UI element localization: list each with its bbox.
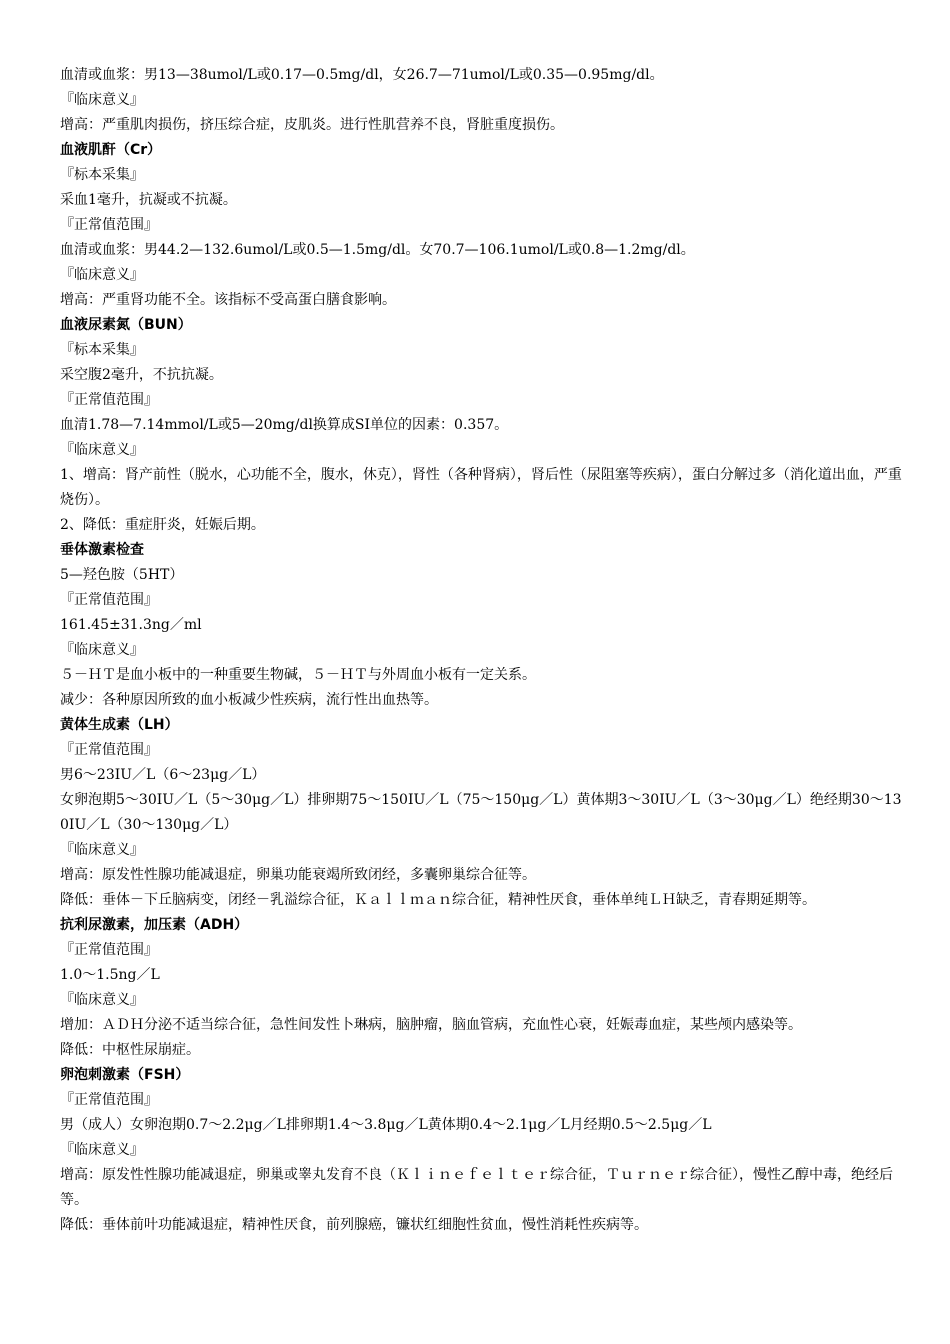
- section-heading: 血液尿素氮（BUN）: [60, 317, 192, 333]
- text-line: 增高：原发性性腺功能减退症，卵巢或睾丸发育不良（Ｋｌｉｎｅｆｅｌｔｅｒ综合征，Ｔｕｒｎｅｒ综合征），慢性乙醇中毒，绝经后等。: [60, 1167, 893, 1208]
- section-heading: 抗利尿激素，加压素（ADH）: [60, 917, 249, 933]
- text-line: ５－ＨＴ是血小板中的一种重要生物碱，５－ＨＴ与外周血小板有一定关系。: [60, 667, 536, 683]
- text-line: 增高：严重肾功能不全。该指标不受高蛋白膳食影响。: [60, 292, 396, 308]
- section-label: 『正常值范围』: [60, 392, 158, 408]
- text-line: 减少：各种原因所致的血小板减少性疾病，流行性出血热等。: [60, 692, 438, 708]
- section-label: 『标本采集』: [60, 342, 144, 358]
- text-line: 161.45±31.3ng／ml: [60, 617, 202, 633]
- section-label: 『正常值范围』: [60, 217, 158, 233]
- section-heading: 卵泡刺激素（FSH）: [60, 1067, 190, 1083]
- text-line: 增高：原发性性腺功能减退症，卵巢功能衰竭所致闭经，多囊卵巢综合征等。: [60, 867, 536, 883]
- section-label: 『临床意义』: [60, 642, 144, 658]
- text-line: 降低：垂体－下丘脑病变，闭经－乳溢综合征，Ｋａｌｌｍａｎ综合征，精神性厌食，垂体单纯ＬＨ缺乏，青春期延期等。: [60, 892, 816, 908]
- section-label: 『正常值范围』: [60, 1092, 158, 1108]
- text-line: 2、降低：重症肝炎，妊娠后期。: [60, 517, 265, 533]
- section-heading: 血液肌酐（Cr）: [60, 142, 162, 158]
- text-line: 男（成人）女卵泡期0.7～2.2μg／L排卵期1.4～3.8μg／L黄体期0.4～2.1μg／L月经期0.5～2.5μg／L: [60, 1117, 712, 1133]
- section-label: 『临床意义』: [60, 1142, 144, 1158]
- text-line: 男6～23IU／L（6～23μg／L）: [60, 767, 266, 783]
- section-label: 『临床意义』: [60, 442, 144, 458]
- text-line: 5—羟色胺（5HT）: [60, 567, 184, 583]
- text-line: 采空腹2毫升，不抗抗凝。: [60, 367, 223, 383]
- text-line: 血清或血浆：男44.2—132.6umol/L或0.5—1.5mg/dl。女70.7—106.1umol/L或0.8—1.2mg/dl。: [60, 242, 695, 258]
- section-label: 『临床意义』: [60, 92, 144, 108]
- text-line: 增加：ＡＤＨ分泌不适当综合征，急性间发性卜琳病，脑肿瘤，脑血管病，充血性心衰，妊娠毒血症，某些颅内感染等。: [60, 1017, 802, 1033]
- text-line: 采血1毫升，抗凝或不抗凝。: [60, 192, 237, 208]
- section-label: 『正常值范围』: [60, 942, 158, 958]
- section-label: 『正常值范围』: [60, 742, 158, 758]
- text-line: 血清1.78—7.14mmol/L或5—20mg/dl换算成SI单位的因素：0.357。: [60, 417, 509, 433]
- section-heading: 黄体生成素（LH）: [60, 717, 179, 733]
- section-label: 『临床意义』: [60, 842, 144, 858]
- document-page: [60, 63, 902, 1238]
- text-line: 1.0～1.5ng／L: [60, 967, 160, 983]
- section-heading: 垂体激素检查: [60, 542, 144, 558]
- text-line: 1、增高：肾产前性（脱水，心功能不全，腹水，休克），肾性（各种肾病），肾后性（尿阻塞等疾病），蛋白分解过多（消化道出血，严重烧伤）。: [60, 467, 902, 508]
- section-label: 『临床意义』: [60, 992, 144, 1008]
- section-label: 『标本采集』: [60, 167, 144, 183]
- section-label: 『临床意义』: [60, 267, 144, 283]
- text-line: 血清或血浆：男13—38umol/L或0.17—0.5mg/dl，女26.7—71umol/L或0.35—0.95mg/dl。: [60, 67, 664, 83]
- text-line: 增高：严重肌肉损伤，挤压综合症，皮肌炎。进行性肌营养不良，肾脏重度损伤。: [60, 117, 564, 133]
- text-line: 降低：垂体前叶功能减退症，精神性厌食，前列腺癌，镰状红细胞性贫血，慢性消耗性疾病等。: [60, 1217, 648, 1233]
- text-line: 降低：中枢性尿崩症。: [60, 1042, 200, 1058]
- section-label: 『正常值范围』: [60, 592, 158, 608]
- text-line: 女卵泡期5～30IU／L（5～30μg／L）排卵期75～150IU／L（75～150μg／L）黄体期3～30IU／L（3～30μg／L）绝经期30～130IU／L（30～130μg／L）: [60, 792, 902, 833]
